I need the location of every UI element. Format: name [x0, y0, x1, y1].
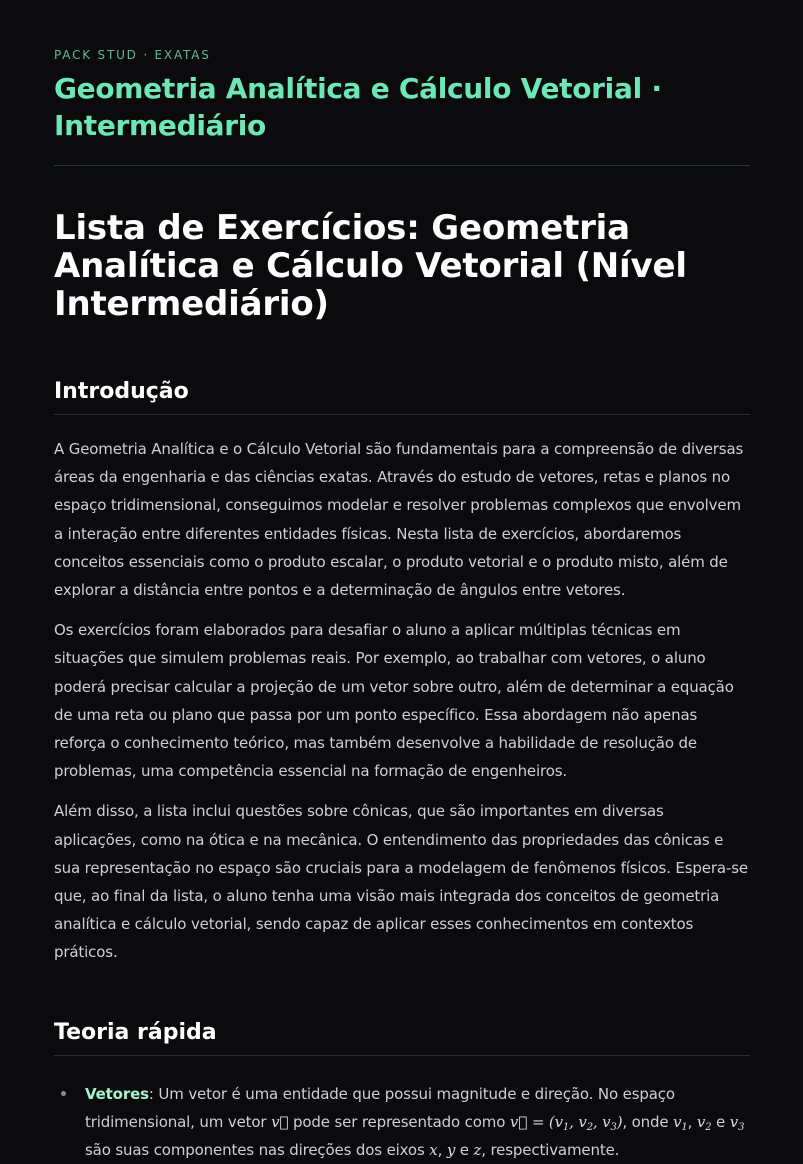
- math-subscript: 1: [681, 1121, 688, 1133]
- theory-text: ,: [687, 1112, 697, 1131]
- math-part: v: [673, 1112, 682, 1131]
- intro-paragraph: Além disso, a lista inclui questões sobre cônicas, que são importantes em diversas aplicações, como na ótica e na mecânica. O entendimento das propriedades das cônicas e sua representação no espaço são cruciais para a modelagem de fenômenos físicos. Espera-se que, ao final da lista, o aluno tenha uma visão mais integrada dos conceitos de geometria analítica e cálculo vetorial, sendo capaz de aplicar esses conhecimentos em contextos práticos.: [54, 802, 748, 962]
- theory-item-vetores: [85, 1080, 750, 1164]
- intro-heading: Introdução: [54, 379, 750, 415]
- theory-text: e: [455, 1141, 474, 1160]
- math-part: ): [616, 1112, 623, 1131]
- course-header: [54, 48, 750, 166]
- theory-text: e: [711, 1112, 730, 1131]
- theory-text: , respectivamente.: [481, 1141, 620, 1160]
- math-part: , v: [569, 1112, 587, 1131]
- theory-section: [54, 1020, 750, 1164]
- math-subscript: 3: [738, 1121, 745, 1133]
- theory-text: ,: [437, 1141, 447, 1160]
- math-part: , v: [592, 1112, 611, 1131]
- math-vector-v: v⃗: [271, 1112, 289, 1131]
- math-v2: [697, 1113, 712, 1131]
- math-vector-components: [510, 1113, 623, 1131]
- theory-heading: Teoria rápida: [54, 1020, 750, 1056]
- math-part: v⃗ = (v: [509, 1112, 563, 1131]
- theory-text: : Um vetor é uma entidade que possui magnitude e direção. No espaço tridimensional, um vetor: [85, 1084, 675, 1131]
- bullet-icon: [61, 1091, 66, 1096]
- theory-list: [54, 1080, 750, 1164]
- math-v1: [673, 1113, 688, 1131]
- math-part: v: [696, 1112, 706, 1131]
- document-title: Lista de Exercícios: Geometria Analítica e Cálculo Vetorial (Nível Intermediário): [54, 208, 687, 324]
- math-subscript: 2: [586, 1121, 593, 1133]
- math-axis-x: x: [429, 1141, 438, 1160]
- course-title: Geometria Analítica e Cálculo Vetorial · Intermediário: [54, 72, 662, 142]
- theory-text: pode ser representado como: [288, 1112, 510, 1131]
- theory-text: , onde: [622, 1112, 674, 1131]
- math-axis-y: y: [446, 1141, 456, 1160]
- course-kicker: PACK STUD · EXATAS: [54, 48, 211, 62]
- math-v3: [730, 1113, 745, 1131]
- theory-term: Vetores: [85, 1084, 149, 1103]
- intro-paragraph: Os exercícios foram elaborados para desafiar o aluno a aplicar múltiplas técnicas em situações que simulem problemas reais. Por exemplo, ao trabalhar com vetores, o aluno poderá precisar calcular a projeção de um vetor sobre outro, além de determinar a equação de uma reta ou plano que passa por um ponto específico. Essa abordagem não apenas reforça o conhecimento teórico, mas também desenvolve a habilidade de resolução de problemas, uma competência essencial na formação de engenheiros.: [54, 621, 734, 781]
- math-subscript: 2: [705, 1121, 712, 1133]
- intro-paragraph: A Geometria Analítica e o Cálculo Vetorial são fundamentais para a compreensão de diversas áreas da engenharia e das ciências exatas. Através do estudo de vetores, retas e planos no espaço tridimensional, conseguimos modelar e resolver problemas complexos que envolvem a interação entre diferentes entidades físicas. Nesta lista de exercícios, abordaremos conceitos essenciais como o produto escalar, o produto vetorial e o produto misto, além de explorar a distância entre pontos e a determinação de ângulos entre vetores.: [54, 440, 744, 600]
- intro-section: [54, 379, 750, 967]
- theory-text: são suas componentes nas direções dos eixos: [85, 1141, 430, 1160]
- math-axis-z: z: [473, 1141, 482, 1160]
- math-part: v: [729, 1112, 739, 1131]
- math-subscript: 1: [562, 1121, 570, 1133]
- math-subscript: 3: [610, 1121, 617, 1133]
